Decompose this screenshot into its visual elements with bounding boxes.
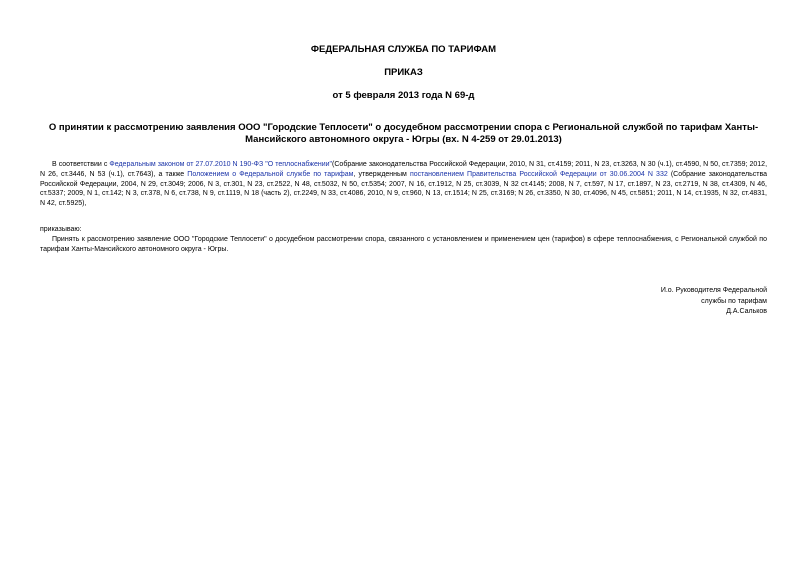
link-federal-law[interactable]: Федеральным законом от 27.07.2010 N 190-ФЗ "О теплоснабжении" xyxy=(109,161,333,168)
signature-position-line1: И.о. Руководителя Федеральной xyxy=(660,287,767,294)
document-type: ПРИКАЗ xyxy=(384,67,423,78)
order-text: Принять к рассмотрению заявление ООО "Городские Теплосети" о досудебном рассмотрении спора, связанного с установлением и применением цен (тарифов) в сфере теплоснабжения, с Региональной службой по тарифам Ханты-Мансийского автономного округа - Югры. xyxy=(40,236,767,253)
order-paragraph xyxy=(40,235,767,255)
preamble-text-3: , утвержденным xyxy=(353,170,410,178)
preamble-text-4: (Собрание законодательства Российской Федерации, 2004, N 29, ст.3049; 2006, N 3, ст.301, N 23, ст.2522, N 48, ст.5032, N 50, ст.5354; 2007, N 16, ст.1912, N 25, ст.3039, N 32 ст.4145; 2008, N 7, ст.597, N 17, ст.1897, N 23, ст.2719, N 38, ст.4309, N 46, ст.5337; 2009, N 1, ст.142; N 3, ст.378, N 6, ст.738, N 9, ст.1119, N 18 (часть 2), ст.2249, N 33, ст.4086, 2010, N 9, ст.960, N 13, ст.1514; N 25, ст.3169; N 26, ст.3350, N 30, ст.4096, N 45, ст.5851; 2011, N 14, ст.1935, N 32, ст.4831, N 42, ст.5925), xyxy=(40,170,768,208)
document-subject: О принятии к рассмотрению заявления ООО "Городские Теплосети" о досудебном рассмотрении спора с Региональной службой по тарифам Ханты-Мансийского автономного округа - Югры (вх. N 4-259 от 29.01.2013) xyxy=(48,122,759,145)
link-government-decree[interactable]: постановлением Правительства Российской Федерации от 30.06.2004 N 332 xyxy=(409,170,668,178)
preamble-paragraph xyxy=(40,160,767,209)
document-date-number: от 5 февраля 2013 года N 69-д xyxy=(332,90,475,101)
signature-block xyxy=(661,286,767,318)
signature-position-line2: службы по тарифам xyxy=(701,297,767,305)
link-fst-regulation[interactable]: Положением о Федеральной службе по тарифам xyxy=(187,170,354,178)
signature-name: Д.А.Сальков xyxy=(726,308,767,315)
order-word: приказываю: xyxy=(40,226,82,233)
agency-title: ФЕДЕРАЛЬНАЯ СЛУЖБА ПО ТАРИФАМ xyxy=(310,44,497,55)
preamble-text-1: В соответствии с xyxy=(52,161,110,168)
preamble-text-2: (Собрание законодательства Российской Федерации, 2010, N 31, ст.4159; 2011, N 23, ст.3263, N 30 (ч.1), ст.4590, N 50, ст.7359; 2012, N 26, ст.3446, N 53 (ч.1), ст.7643), а также xyxy=(40,161,768,178)
